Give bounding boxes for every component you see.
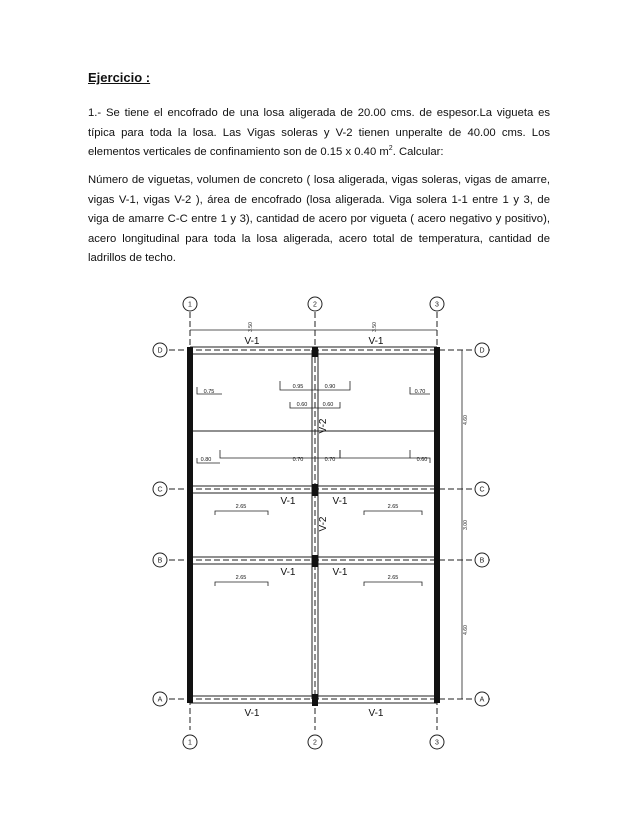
rebar-label-cb-right: 2.65 [387, 504, 399, 510]
axis-label-a-right: A [479, 696, 485, 704]
exercise-heading: Ejercicio : [88, 70, 151, 85]
axis-label-2-top: 2 [313, 301, 317, 309]
axis-label-a-left: A [157, 696, 163, 704]
rebar-label-c-mid-right: 0.70 [324, 457, 336, 463]
axis-label-d-left: D [157, 347, 163, 355]
column-2-c [312, 484, 318, 496]
rebar-cb-left [215, 511, 268, 515]
statement-ending: . Calcular: [392, 146, 444, 158]
rebar-label-c-left: 0.80 [200, 457, 212, 463]
wall-axis-3 [434, 347, 440, 703]
requirements-paragraph: Número de viguetas, volumen de concreto ( losa aligerada, vigas soleras, vigas de amarre, vigas V-1, vigas V-2 ), área de encofrado (losa aligerada. Viga solera 1-1 entre 1 y 3, de viga de amarre C-C entre 1 y 3), cantidad de acero por vigueta ( acero negativo y positivo), acero longitudinal para toda la losa aligerada, acero total de temperatura, cantidad de ladrillos de techo. [88, 174, 550, 264]
rebar-label-d-mid-low-right: 0.60 [322, 402, 334, 408]
right-dimension-2: 3.00 [463, 520, 469, 530]
rebar-label-ba-right: 2.65 [387, 575, 399, 581]
axis-label-3-top: 3 [435, 301, 439, 309]
rebar-label-d-mid-top-right: 0.90 [324, 384, 336, 390]
problem-statement [88, 104, 550, 163]
rebar-label-d-left: 0.75 [203, 389, 215, 395]
axis-label-b-left: B [157, 557, 163, 565]
unit-superscript: 2 [388, 145, 393, 153]
wall-axis-1 [187, 347, 193, 703]
beam-label-top-left: V-1 [244, 336, 260, 347]
column-2-d [312, 347, 318, 357]
rebar-c-mid-right [340, 450, 410, 458]
beam-label-b-left: V-1 [280, 567, 296, 578]
slab-formwork-plan [140, 290, 510, 760]
beam-label-v2-lower: V-2 [318, 516, 329, 532]
rebar-label-ba-left: 2.65 [235, 575, 247, 581]
rebar-ba-left [215, 582, 268, 586]
column-2-a [312, 694, 318, 706]
beam-label-bottom-left: V-1 [244, 708, 260, 719]
rebar-label-c-right: 0.60 [416, 457, 428, 463]
rebar-c-mid [220, 450, 340, 458]
axis-label-2-bottom: 2 [313, 739, 317, 747]
rebar-label-d-mid-top-left: 0.95 [292, 384, 304, 390]
axis-label-3-bottom: 3 [435, 739, 439, 747]
top-dimension-2: 3.50 [372, 322, 378, 332]
beam-label-top-right: V-1 [368, 336, 384, 347]
right-dimension-3: 4.60 [463, 625, 469, 635]
beam-label-c-right: V-1 [332, 496, 348, 507]
axis-label-c-left: C [157, 486, 163, 494]
rebar-label-cb-left: 2.65 [235, 504, 247, 510]
axis-label-1-top: 1 [188, 301, 192, 309]
rebar-label-d-mid-low-left: 0.60 [296, 402, 308, 408]
beam-label-b-right: V-1 [332, 567, 348, 578]
beam-label-c-left: V-1 [280, 496, 296, 507]
top-dimension-1: 3.50 [248, 322, 254, 332]
axis-label-b-right: B [479, 557, 485, 565]
axis-label-c-right: C [479, 486, 485, 494]
right-dimension-1: 4.60 [463, 415, 469, 425]
column-2-b [312, 555, 318, 567]
rebar-ba-right [364, 582, 422, 586]
rebar-label-c-mid-left: 0.70 [292, 457, 304, 463]
axis-label-1-bottom: 1 [188, 739, 192, 747]
rebar-cb-right [364, 511, 422, 515]
statement-text: 1.- Se tiene el encofrado de una losa aligerada de 20.00 cms. de espesor.La vigueta es típica para toda la losa. Las Vigas soleras y V-2 tienen unperalte de 40.00 cms. Los elementos verticales de confinamiento son de 0.15 x 0.40 m [88, 107, 550, 158]
beam-label-bottom-right: V-1 [368, 708, 384, 719]
beam-label-v2-upper: V-2 [318, 418, 329, 434]
rebar-label-d-right: 0.70 [414, 389, 426, 395]
axis-label-d-right: D [479, 347, 485, 355]
